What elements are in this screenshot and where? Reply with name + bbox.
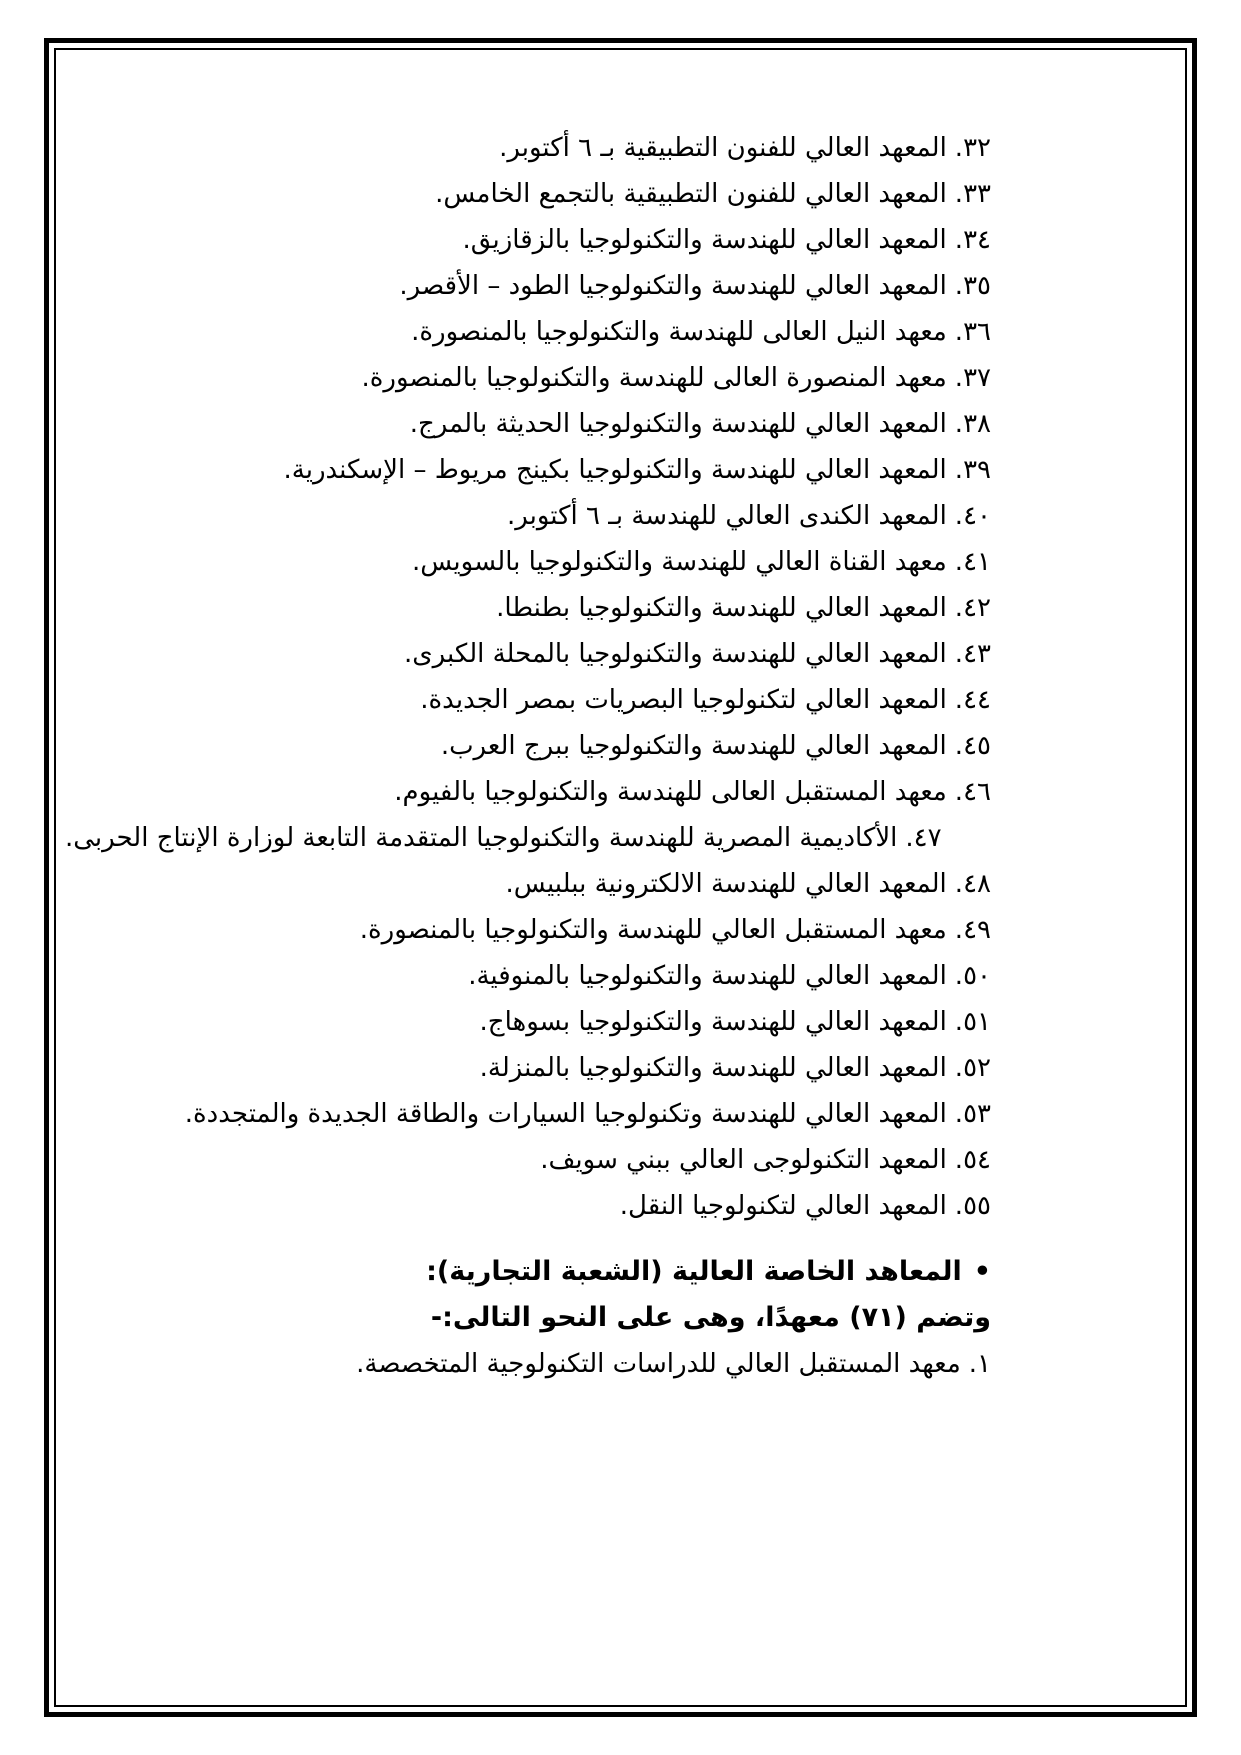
commercial-institutes-list [65,1341,991,1387]
item-number: ٣٤. [954,225,991,255]
item-text: المعهد العالي للهندسة وتكنولوجيا السيارات والطاقة الجديدة والمتجددة. [184,1099,947,1129]
item-text: المعهد العالي لتكنولوجيا النقل. [619,1191,947,1221]
item-number: ٤٦. [954,777,991,807]
list-item [65,539,991,585]
item-text: الأكاديمية المصرية للهندسة والتكنولوجيا المتقدمة التابعة لوزارة الإنتاج الحربى. [65,823,898,853]
commercial-section [65,1249,991,1387]
item-text: المعهد العالي للفنون التطبيقية بالتجمع الخامس. [435,179,947,209]
item-text: معهد المنصورة العالى للهندسة والتكنولوجيا بالمنصورة. [361,363,947,393]
list-item [65,125,991,171]
item-text: المعهد العالي للهندسة والتكنولوجيا بكينج مريوط – الإسكندرية. [283,455,947,485]
list-item [65,217,991,263]
list-item [65,447,991,493]
item-text: المعهد العالي للهندسة والتكنولوجيا بالزقازيق. [462,225,947,255]
list-item [65,1045,991,1091]
section-heading [65,1249,991,1295]
list-item [65,401,991,447]
item-number: ١. [968,1349,991,1379]
item-number: ٥٠. [954,961,991,991]
item-number: ٥٣. [954,1099,991,1129]
institutes-list [65,125,991,1229]
item-number: ٣٢. [954,133,991,163]
page-content [65,125,991,1387]
item-text: المعهد العالي للفنون التطبيقية بـ ٦ أكتوبر. [499,133,947,163]
item-text: المعهد العالي للهندسة والتكنولوجيا بالمنزلة. [479,1053,947,1083]
item-text: المعهد العالي للهندسة والتكنولوجيا ببرج العرب. [440,731,947,761]
item-text: المعهد التكنولوجى العالي ببني سويف. [540,1145,947,1175]
item-number: ٣٣. [954,179,991,209]
item-text: المعهد العالي للهندسة والتكنولوجيا الطود – الأقصر. [399,271,947,301]
list-item [65,953,991,999]
item-number: ٤١. [954,547,991,577]
item-text: المعهد العالي للهندسة الالكترونية ببلبيس. [505,869,947,899]
list-item [65,171,991,217]
item-number: ٥١. [954,1007,991,1037]
list-item [65,999,991,1045]
section-intro: وتضم (٧١) معهدًا، وهى على النحو التالى:- [430,1302,991,1333]
list-item [65,585,991,631]
list-item [65,723,991,769]
item-number: ٤٥. [954,731,991,761]
item-number: ٣٥. [954,271,991,301]
list-item [65,861,991,907]
item-number: ٤٢. [954,593,991,623]
item-text: المعهد الكندى العالي للهندسة بـ ٦ أكتوبر. [507,501,947,531]
item-text: معهد النيل العالى للهندسة والتكنولوجيا بالمنصورة. [411,317,947,347]
item-number: ٤٧. [905,823,942,853]
list-item [65,815,991,861]
section-heading-text: المعاهد الخاصة العالية (الشعبة التجارية): [426,1256,962,1287]
bullet-icon: • [973,1256,991,1287]
item-text: المعهد العالي لتكنولوجيا البصريات بمصر الجديدة. [420,685,947,715]
item-number: ٤٩. [954,915,991,945]
item-number: ٣٩. [954,455,991,485]
list-item [65,1341,991,1387]
item-text: معهد القناة العالي للهندسة والتكنولوجيا بالسويس. [412,547,947,577]
item-number: ٣٧. [954,363,991,393]
item-text: المعهد العالي للهندسة والتكنولوجيا الحديثة بالمرج. [409,409,947,439]
item-number: ٤٠. [954,501,991,531]
item-number: ٤٣. [954,639,991,669]
item-text: المعهد العالي للهندسة والتكنولوجيا بسوهاج. [479,1007,947,1037]
item-text: المعهد العالي للهندسة والتكنولوجيا بالمحلة الكبرى. [404,639,947,669]
list-item [65,355,991,401]
item-number: ٥٥. [954,1191,991,1221]
item-text: معهد المستقبل العالى للهندسة والتكنولوجيا بالفيوم. [394,777,947,807]
list-item [65,677,991,723]
list-item [65,1137,991,1183]
item-text: المعهد العالي للهندسة والتكنولوجيا بطنطا. [496,593,947,623]
item-number: ٤٨. [954,869,991,899]
list-item [65,493,991,539]
list-item [65,631,991,677]
item-text: المعهد العالي للهندسة والتكنولوجيا بالمنوفية. [468,961,947,991]
item-number: ٣٨. [954,409,991,439]
item-number: ٥٤. [954,1145,991,1175]
item-text: معهد المستقبل العالي للدراسات التكنولوجية المتخصصة. [356,1349,961,1379]
list-item [65,1091,991,1137]
list-item [65,907,991,953]
item-text: معهد المستقبل العالي للهندسة والتكنولوجيا بالمنصورة. [359,915,947,945]
list-item [65,1183,991,1229]
item-number: ٤٤. [954,685,991,715]
list-item [65,769,991,815]
list-item [65,263,991,309]
list-item [65,309,991,355]
item-number: ٥٢. [954,1053,991,1083]
item-number: ٣٦. [954,317,991,347]
